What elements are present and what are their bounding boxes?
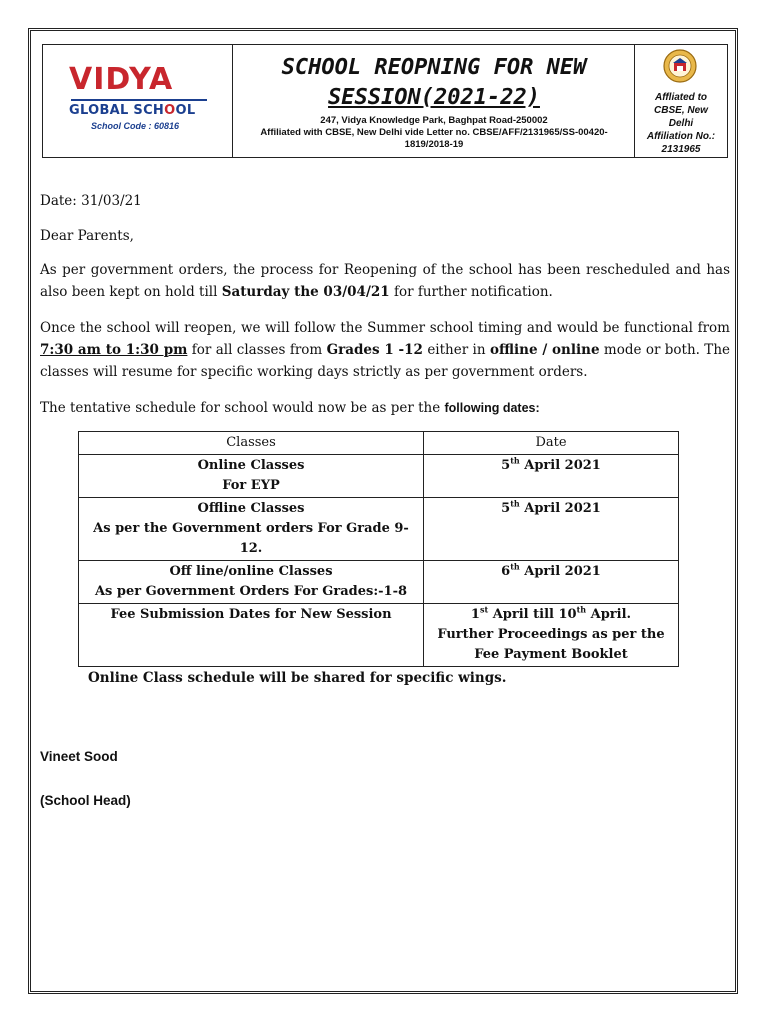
column-header-date: Date [424, 432, 679, 455]
salutation: Dear Parents, [40, 228, 134, 244]
class-cell: Offline Classes As per the Government orders For Grade 9- 12. [79, 498, 424, 561]
date-cell: 5th April 2021 [424, 455, 679, 498]
school-address: 247, Vidya Knowledge Park, Baghpat Road-250002 Affiliated with CBSE, New Delhi vide Letter no. CBSE/AFF/2131965/SS-00420-1819/2018-19 [260, 115, 608, 150]
school-logo [43, 45, 233, 157]
paragraph-schedule-intro: The tentative schedule for school would now be as per the following dates: [40, 400, 540, 416]
class-cell: Fee Submission Dates for New Session [79, 604, 424, 667]
date-cell: 1st April till 10th April. Further Proceedings as per the Fee Payment Booklet [424, 604, 679, 667]
class-cell: Online Classes For EYP [79, 455, 424, 498]
schedule-table [78, 431, 679, 667]
title-line-2: SESSION(2021-22) [328, 85, 540, 110]
table-row [79, 561, 679, 604]
class-cell: Off line/online Classes As per Government Orders For Grades:-1-8 [79, 561, 424, 604]
title-line-1: SCHOOL REOPNING FOR NEW [281, 55, 587, 80]
date-cell: 5th April 2021 [424, 498, 679, 561]
letterhead [42, 44, 728, 158]
cbse-seal-icon [663, 49, 697, 83]
online-schedule-note: Online Class schedule will be shared for specific wings. [88, 670, 507, 686]
column-header-classes: Classes [79, 432, 424, 455]
table-header-row [79, 432, 679, 455]
letterhead-title-block [233, 45, 635, 157]
affiliation-text: Affliated to CBSE, New Delhi Affiliation No.: 2131965 [646, 92, 716, 155]
table-row [79, 455, 679, 498]
signatory-name: Vineet Sood [40, 749, 118, 764]
date-cell: 6th April 2021 [424, 561, 679, 604]
logo-global-school-text: GLOBAL SCHOOL [69, 103, 196, 118]
school-code: School Code : 60816 [91, 121, 180, 131]
paragraph-reschedule: As per government orders, the process for Reopening of the school has been rescheduled and has also been kept on hold till Saturday the 03/04/21 for further notification. [40, 262, 730, 300]
logo-divider [71, 99, 207, 101]
table-row [79, 498, 679, 561]
logo-vidya-text: VIDYA [69, 62, 174, 97]
signatory-title: (School Head) [40, 793, 131, 808]
page-title [233, 53, 635, 113]
letter-date: Date: 31/03/21 [40, 193, 142, 209]
paragraph-timing: Once the school will reopen, we will follow the Summer school timing and would be functional from 7:30 am to 1:30 pm for all classes from Grades 1 -12 either in offline / online mode or both. The classes will resume for specific working days strictly as per government orders. [40, 320, 730, 380]
table-row [79, 604, 679, 667]
affiliation-block [635, 45, 727, 157]
